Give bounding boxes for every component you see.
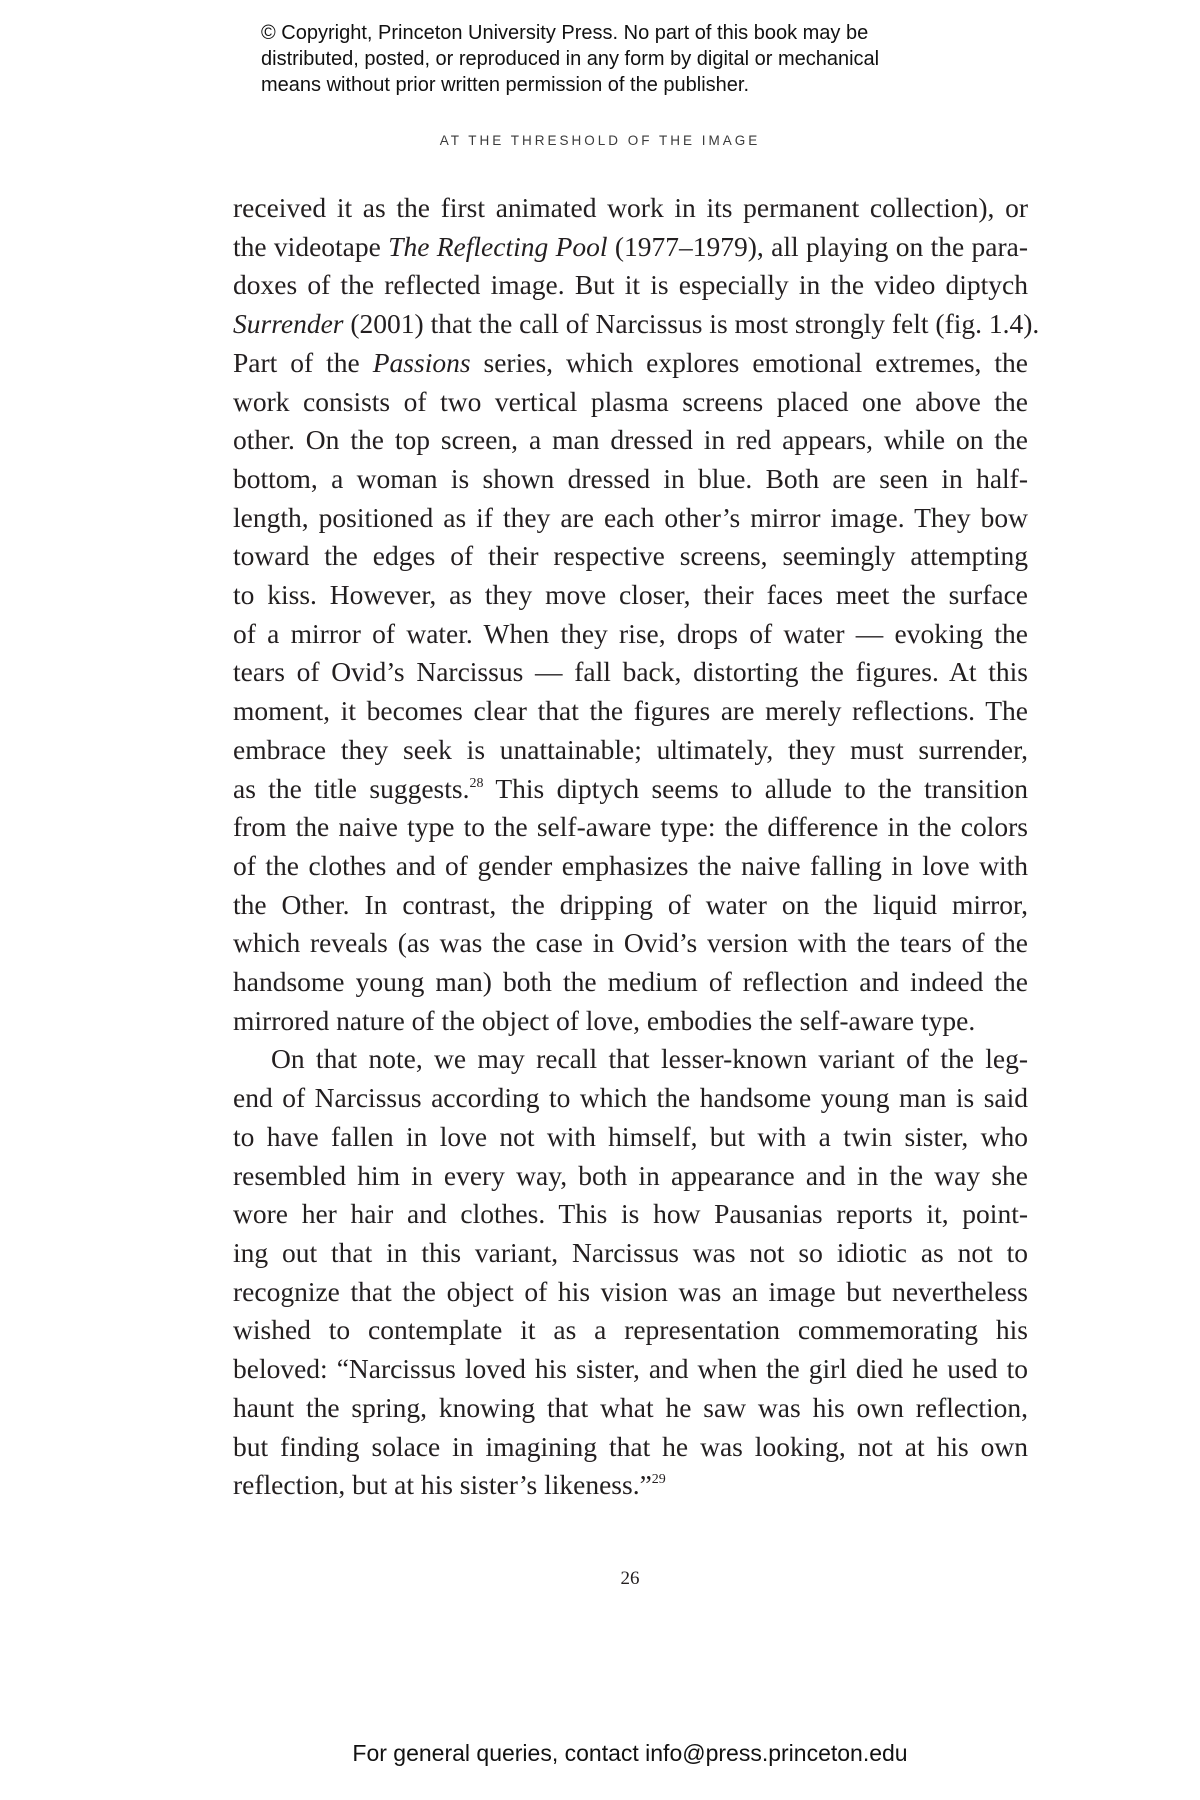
text-line: ing out that in this variant, Narcissus was not so idiotic as not to (233, 1236, 1028, 1268)
text-line: handsome young man) both the medium of reflection and indeed the (233, 966, 1028, 998)
text-line: the videotape The Reflecting Pool (1977–1979), all playing on the para- (233, 230, 1028, 262)
text-line: other. On the top screen, a man dressed in red appears, while on the (233, 424, 1028, 456)
text-line: Part of the Passions series, which explores emotional extremes, the (233, 346, 1028, 378)
text-line: reflection, but at his sister’s likeness.”$^{29}$ (233, 1469, 666, 1501)
text-line: tears of Ovid’s Narcissus — fall back, distorting the figures. At this (233, 656, 1028, 688)
text-line: mirrored nature of the object of love, embodies the self-aware type. (233, 1004, 976, 1036)
text-line: beloved: “Narcissus loved his sister, and when the girl died he used to (233, 1353, 1028, 1385)
text-line: wore her hair and clothes. This is how Pausanias reports it, point- (233, 1198, 1028, 1230)
text-line: length, positioned as if they are each other’s mirror image. They bow (233, 501, 1028, 533)
copyright-notice (261, 20, 1021, 98)
text-line: Surrender (2001) that the call of Narcissus is most strongly felt (fig. 1.4). (233, 308, 1040, 340)
text-line: toward the edges of their respective screens, seemingly attempting (233, 540, 1028, 572)
page-number: 26 (620, 1568, 640, 1589)
text-line: embrace they seek is unattainable; ultimately, they must surrender, (233, 733, 1028, 765)
text-line: resembled him in every way, both in appearance and in the way she (233, 1159, 1028, 1191)
text-line: of a mirror of water. When they rise, drops of water — evoking the (233, 617, 1028, 649)
text-line: which reveals (as was the case in Ovid’s version with the tears of the (233, 927, 1028, 959)
text-line: to have fallen in love not with himself, but with a twin sister, who (233, 1120, 1028, 1152)
paragraph (233, 189, 1040, 1040)
text-line: wished to contemplate it as a representation commemorating his (233, 1314, 1028, 1346)
copyright-line: © Copyright, Princeton University Press. No part of this book may be (261, 22, 869, 44)
text-line: but finding solace in imagining that he was looking, not at his own (233, 1430, 1028, 1462)
text-line: the Other. In contrast, the dripping of water on the liquid mirror, (233, 888, 1028, 920)
text-line: moment, it becomes clear that the figures are merely reflections. The (233, 695, 1028, 727)
text-line: as the title suggests.$^{28}$ This diptych seems to allude to the transition (233, 772, 1028, 804)
paragraph (233, 1040, 1028, 1504)
copyright-line: means without prior written permission of the publisher. (261, 74, 750, 96)
text-line: haunt the spring, knowing that what he saw was his own reflection, (233, 1391, 1028, 1423)
copyright-line: distributed, posted, or reproduced in any form by digital or mechanical (261, 48, 880, 70)
text-line: to kiss. However, as they move closer, their faces meet the surface (233, 579, 1028, 611)
footer-contact: For general queries, contact info@press.princeton.edu (352, 1740, 908, 1766)
text-line: end of Narcissus according to which the handsome young man is said (233, 1082, 1028, 1114)
text-line: received it as the first animated work in its permanent collection), or (233, 192, 1028, 223)
text-line: from the naive type to the self-aware type: the difference in the colors (233, 811, 1028, 843)
text-line: recognize that the object of his vision was an image but nevertheless (233, 1275, 1028, 1307)
text-line: doxes of the reflected image. But it is especially in the video diptych (233, 269, 1028, 301)
running-head: AT THE THRESHOLD OF THE IMAGE (439, 133, 761, 148)
body-text (233, 189, 1040, 1505)
text-line: work consists of two vertical plasma screens placed one above the (233, 385, 1028, 417)
text-line: On that note, we may recall that lesser-known variant of the leg- (271, 1043, 1028, 1075)
text-line: of the clothes and of gender emphasizes the naive falling in love with (233, 849, 1028, 881)
text-line: bottom, a woman is shown dressed in blue. Both are seen in half- (233, 462, 1028, 494)
